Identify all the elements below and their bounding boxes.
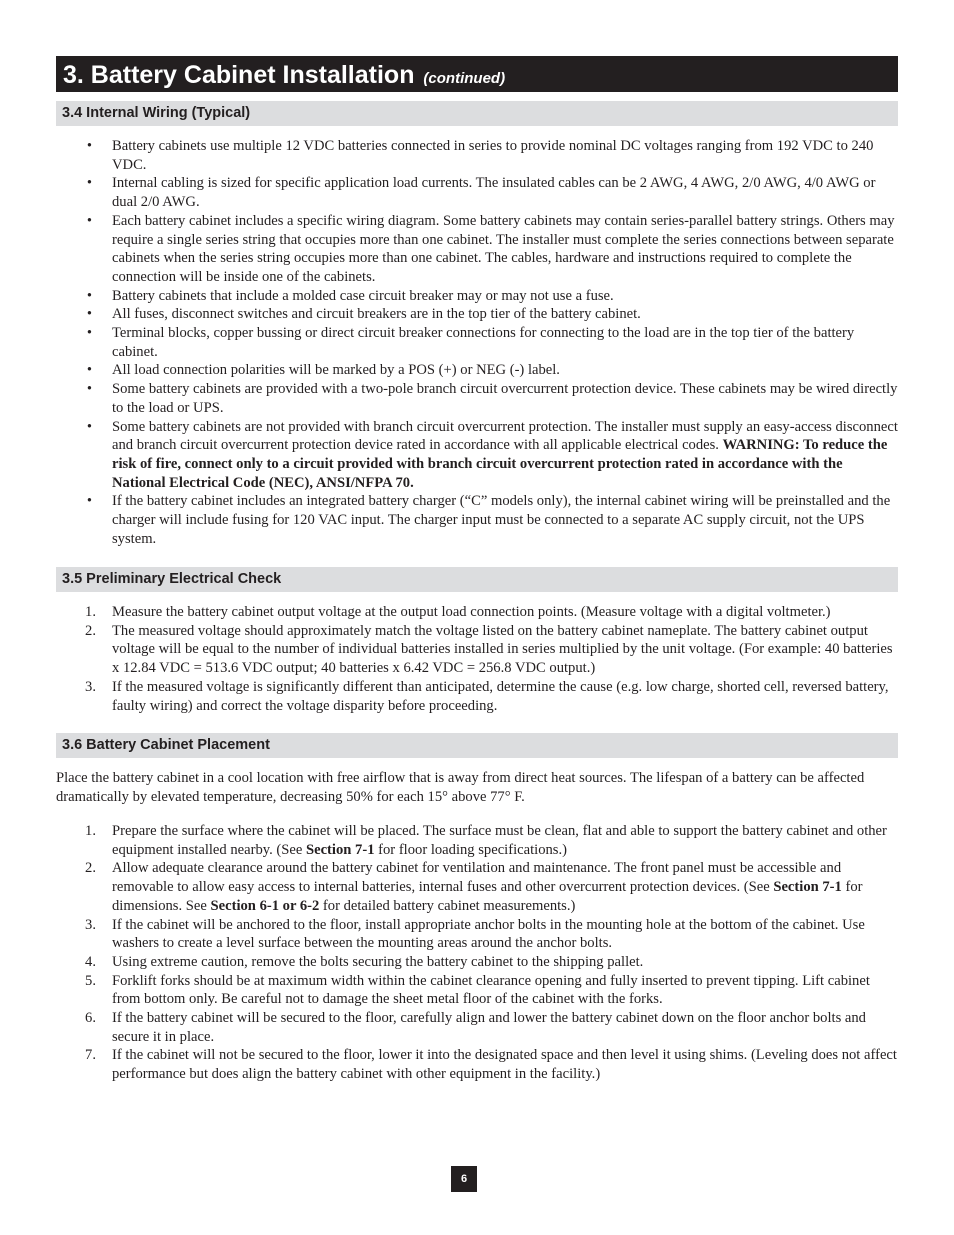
section-reference: Section 7-1 (773, 879, 842, 896)
list-item: • Battery cabinets that include a molded case circuit breaker may or may not use a fuse. (56, 287, 898, 306)
bullet: • (86, 306, 92, 323)
section-heading-3-5: 3.5 Preliminary Electrical Check (56, 567, 898, 592)
placement-steps-list (56, 822, 898, 1084)
list-item: • Terminal blocks, copper bussing or direct circuit breaker connections for connecting to the load are in the top tier of the battery cabinet. (56, 324, 898, 361)
bullet: • (86, 287, 92, 304)
bullet: • (86, 175, 92, 192)
list-item: 3. If the measured voltage is significantly different than anticipated, determine the cause (e.g. low charge, shorted cell, reversed battery, faulty wiring) and correct the voltage disparity before proceeding. (56, 678, 898, 715)
bullet: • (86, 138, 92, 154)
list-item: 3. If the cabinet will be anchored to the floor, install appropriate anchor bolts in the mounting hole at the bottom of the cabinet. Use washers to create a level surface between the mounting areas around the anchor bolts. (56, 916, 898, 953)
warning-text: WARNING: To reduce the risk of fire, connect only to a circuit provided with branch circuit overcurrent protection rated in accordance with the National Electrical Code (NEC), ANSI/NFPA 70. (112, 437, 888, 491)
list-item: • Internal cabling is sized for specific application load currents. The insulated cables can be 2 AWG, 4 AWG, 2/0 AWG, 4/0 AWG or dual 2/0 AWG. (56, 174, 898, 211)
list-item: 6. If the battery cabinet will be secured to the floor, carefully align and lower the battery cabinet down on the floor anchor bolts and secure it in place. (56, 1009, 898, 1046)
list-item: 1. Measure the battery cabinet output voltage at the output load connection points. (Measure voltage with a digital voltmeter.) (56, 603, 898, 622)
list-number: 4. (85, 953, 96, 970)
bullet: • (86, 212, 92, 229)
section-heading-3-4: 3.4 Internal Wiring (Typical) (56, 101, 898, 126)
list-number: 6. (85, 1010, 96, 1027)
bullet: • (86, 362, 92, 379)
bullet: • (86, 325, 92, 342)
section-reference: Section 7-1 (305, 841, 375, 858)
list-item: 2. The measured voltage should approximately match the voltage listed on the battery cabinet nameplate. The battery cabinet output voltage will be equal to the number of individual batteries installed in series multiplied by the unit voltage. (For example: 40 batteries x 12.84 VDC = 513.6 VDC output; 40 batteries x 6.42 VDC = 256.8 VDC output.) (56, 622, 898, 678)
list-number: 2. (85, 860, 96, 877)
list-number: 1. (85, 604, 96, 620)
page-title-continued: (continued) (423, 70, 506, 87)
page-title-bar (56, 56, 898, 92)
page-title: 3. Battery Cabinet Installation (63, 61, 415, 89)
list-item: 1. Prepare the surface where the cabinet will be placed. The surface must be clean, flat and able to support the battery cabinet and other equipment installed nearby. (See Section 7-1 for floor loading specifications.) (56, 822, 898, 859)
list-number: 5. (85, 972, 96, 989)
placement-intro: Place the battery cabinet in a cool location with free airflow that is away from direct heat sources. The lifespan of a battery can be affected dramatically by elevated temperature, decreasing 50% for each 15° above 77° F. (56, 770, 865, 805)
list-item: • Some battery cabinets are provided with a two-pole branch circuit overcurrent protection device. These cabinets may be wired directly to the load or UPS. (56, 380, 898, 417)
bullet: • (86, 381, 92, 398)
list-number: 7. (85, 1047, 96, 1064)
section-reference: Section 6-1 or 6-2 (210, 897, 320, 914)
section-heading-3-6: 3.6 Battery Cabinet Placement (56, 733, 898, 758)
list-item: • All load connection polarities will be marked by a POS (+) or NEG (-) label. (56, 361, 898, 380)
list-item: • Battery cabinets use multiple 12 VDC batteries connected in series to provide nominal DC voltages ranging from 192 VDC to 240 VDC. (56, 137, 898, 174)
list-number: 3. (85, 916, 96, 933)
list-item: 2. Allow adequate clearance around the battery cabinet for ventilation and maintenance. The front panel must be accessible and removable to allow easy access to internal batteries, internal fuses and other overcurrent protection devices. (See Section 7-1 for dimensions. See Section 6-1 or 6-2 for detailed battery cabinet measurements.) (56, 859, 898, 915)
list-item: • Each battery cabinet includes a specific wiring diagram. Some battery cabinets may contain series-parallel battery strings. Others may require a single series string that occupies more than one cabinet. The installer must complete the series connections between separate cabinets when the series string occupies more than one cabinet. The cables, hardware and instructions required to complete the connection will be inside one of the cabinets. (56, 212, 898, 287)
list-item: 5. Forklift forks should be at maximum width within the cabinet clearance opening and fully inserted to prevent tipping. Lift cabinet from bottom only. Be careful not to damage the sheet metal floor of the cabinet with the forks. (56, 972, 898, 1009)
internal-wiring-list (56, 137, 898, 548)
page-number: 6 (451, 1166, 477, 1192)
list-number: 3. (85, 678, 96, 695)
list-number: 1. (85, 823, 96, 839)
list-item: 7. If the cabinet will not be secured to the floor, lower it into the designated space and then level it using shims. (Leveling does not affect performance but does align the battery cabinet with other equipment in the facility.) (56, 1046, 898, 1083)
list-item: • Some battery cabinets are not provided with branch circuit overcurrent protection. The installer must supply an easy-access disconnect and branch circuit overcurrent protection device rated in accordance with all applicable electrical codes. WARNING: To reduce the risk of fire, connect only to a circuit provided with branch circuit overcurrent protection rated in accordance with the National Electrical Code (NEC), ANSI/NFPA 70. (56, 418, 898, 493)
bullet: • (86, 418, 92, 435)
bullet: • (86, 493, 92, 510)
list-item: • If the battery cabinet includes an integrated battery charger (“C” models only), the internal cabinet wiring will be preinstalled and the charger will include fusing for 120 VAC input. The charger input must be connected to a separate AC supply circuit, not the UPS system. (56, 492, 898, 548)
list-number: 2. (85, 622, 96, 639)
list-item: 4. Using extreme caution, remove the bolts securing the battery cabinet to the shipping pallet. (56, 953, 898, 972)
electrical-check-list (56, 603, 898, 715)
list-item: • All fuses, disconnect switches and circuit breakers are in the top tier of the battery cabinet. (56, 305, 898, 324)
